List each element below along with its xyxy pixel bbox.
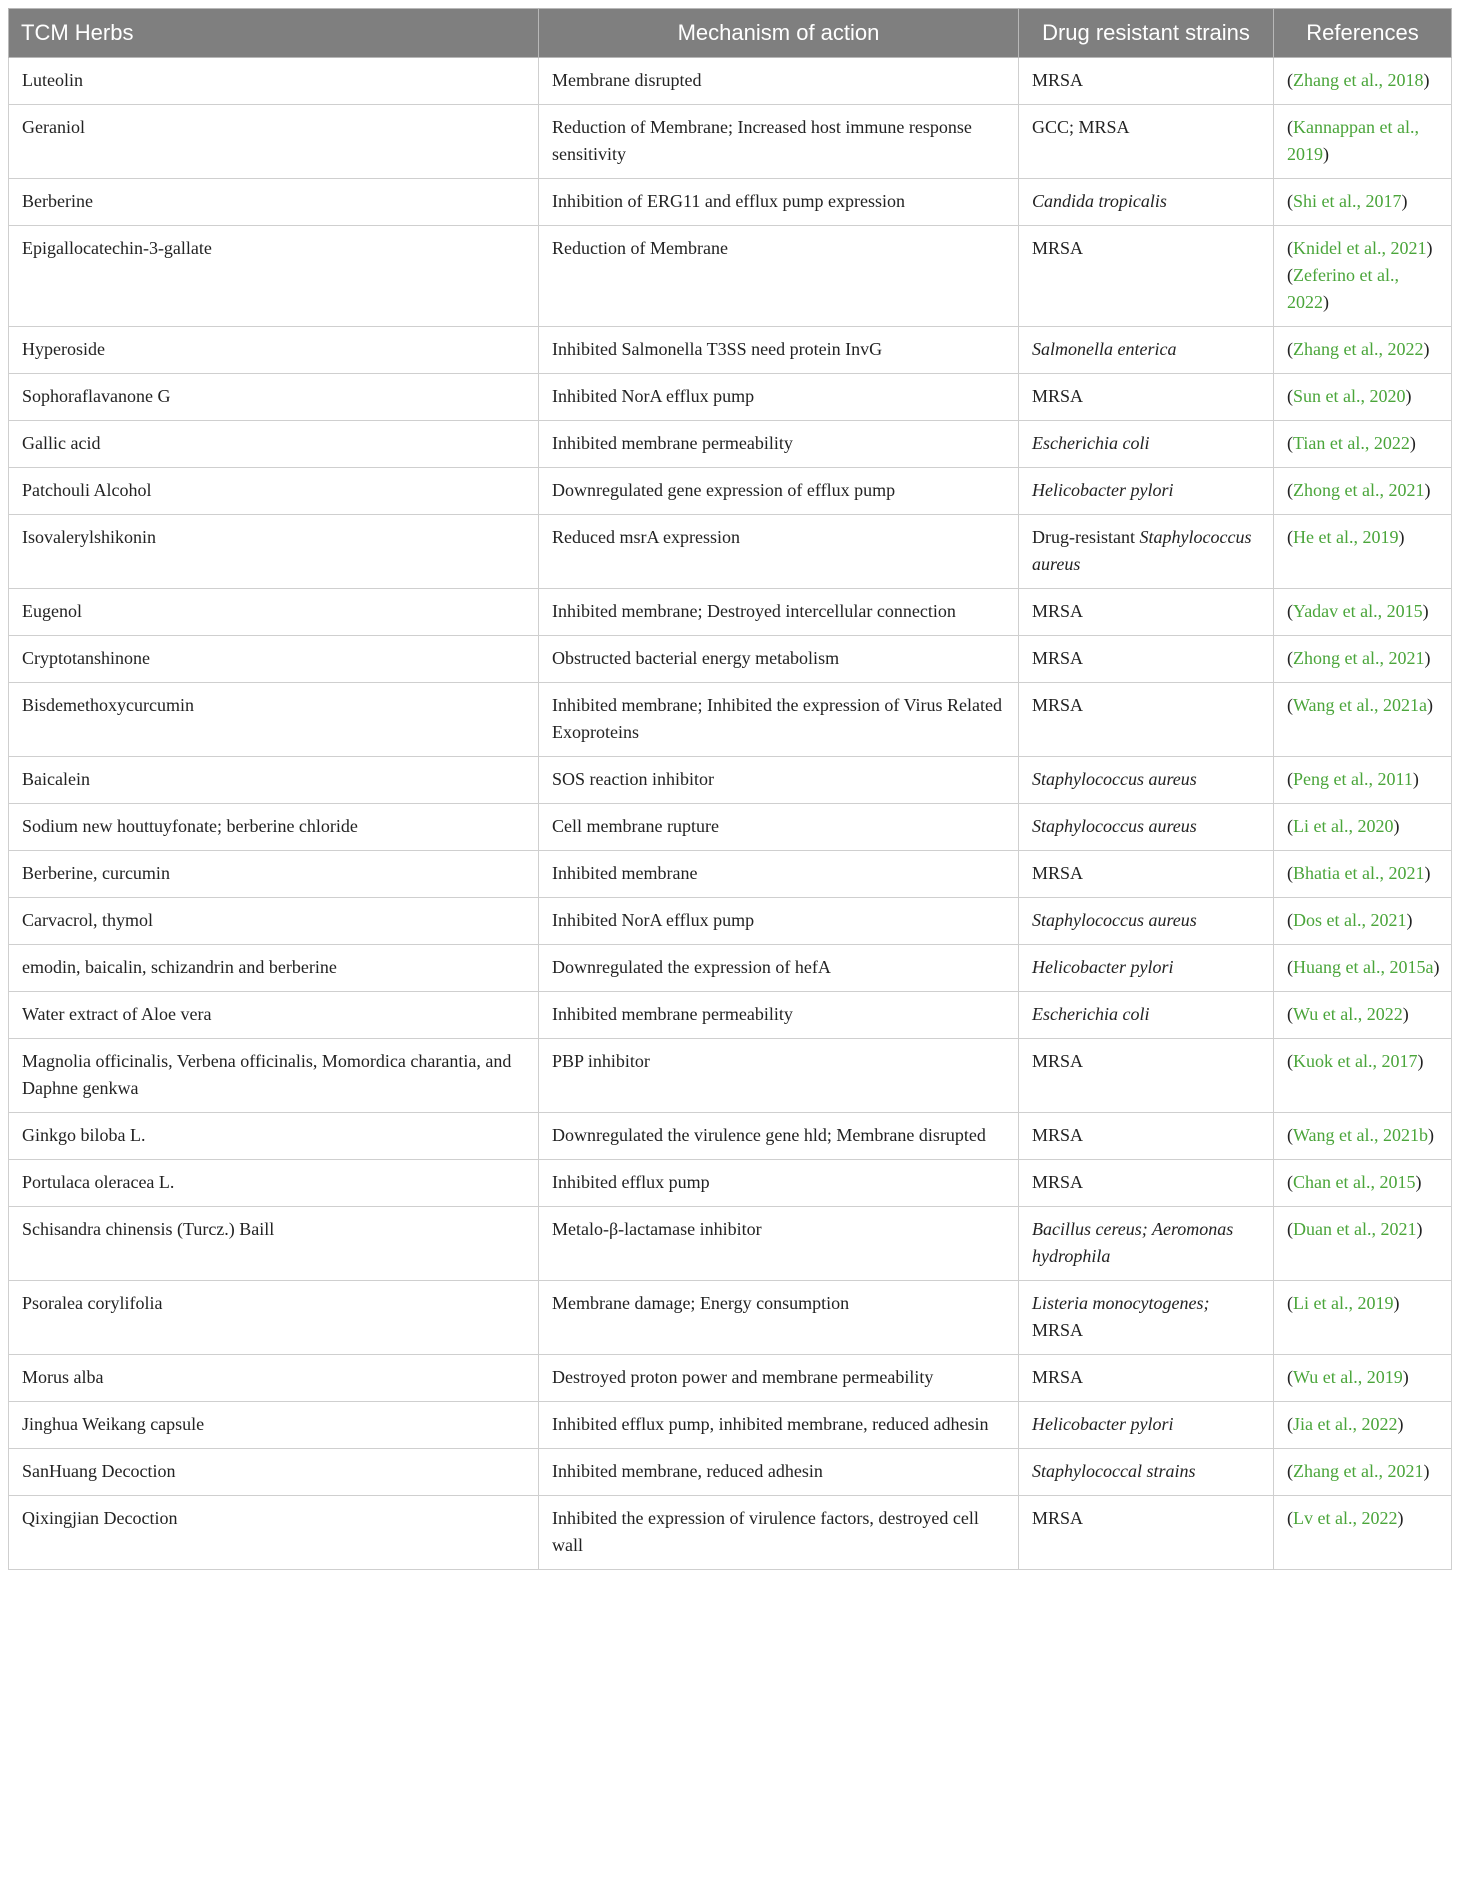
- cell-mechanism: Obstructed bacterial energy metabolism: [539, 636, 1019, 683]
- cell-herb: Gallic acid: [9, 421, 539, 468]
- cell-references: (Zhong et al., 2021): [1274, 468, 1452, 515]
- table-row: [9, 1449, 1452, 1496]
- cell-references: (Chan et al., 2015): [1274, 1160, 1452, 1207]
- citation-link[interactable]: Wu et al., 2022: [1293, 1004, 1403, 1024]
- strain-text: GCC; MRSA: [1032, 117, 1130, 137]
- table-row: [9, 421, 1452, 468]
- citation-link[interactable]: Zhang et al., 2022: [1293, 339, 1424, 359]
- cell-herb: Sodium new houttuyfonate; berberine chloride: [9, 804, 539, 851]
- cell-mechanism: Downregulated the virulence gene hld; Membrane disrupted: [539, 1113, 1019, 1160]
- cell-strains: [1019, 757, 1274, 804]
- citation-link[interactable]: Peng et al., 2011: [1293, 769, 1413, 789]
- citation-link[interactable]: Kuok et al., 2017: [1293, 1051, 1418, 1071]
- cell-references: (Dos et al., 2021): [1274, 898, 1452, 945]
- cell-herb: Cryptotanshinone: [9, 636, 539, 683]
- table-row: [9, 468, 1452, 515]
- citation-link[interactable]: Lv et al., 2022: [1293, 1508, 1398, 1528]
- table-row: [9, 327, 1452, 374]
- strain-text: MRSA: [1032, 863, 1084, 883]
- cell-mechanism: Inhibited NorA efflux pump: [539, 374, 1019, 421]
- cell-mechanism: Inhibited membrane, reduced adhesin: [539, 1449, 1019, 1496]
- header-references: References: [1274, 9, 1452, 58]
- citation-link[interactable]: Yadav et al., 2015: [1293, 601, 1423, 621]
- cell-mechanism: PBP inhibitor: [539, 1039, 1019, 1113]
- cell-strains: [1019, 1113, 1274, 1160]
- cell-mechanism: Inhibited membrane: [539, 851, 1019, 898]
- cell-references: (Wu et al., 2022): [1274, 992, 1452, 1039]
- strain-text: MRSA: [1032, 386, 1084, 406]
- cell-herb: Geraniol: [9, 105, 539, 179]
- citation-link[interactable]: Kannappan et al., 2019: [1287, 117, 1419, 164]
- citation-link[interactable]: Li et al., 2019: [1293, 1293, 1394, 1313]
- cell-mechanism: Inhibited membrane; Inhibited the expression of Virus Related Exoproteins: [539, 683, 1019, 757]
- table-row: [9, 757, 1452, 804]
- cell-references: (Lv et al., 2022): [1274, 1496, 1452, 1570]
- cell-references: (Zhang et al., 2022): [1274, 327, 1452, 374]
- cell-strains: [1019, 1281, 1274, 1355]
- cell-references: (Bhatia et al., 2021): [1274, 851, 1452, 898]
- cell-mechanism: Reduced msrA expression: [539, 515, 1019, 589]
- cell-herb: SanHuang Decoction: [9, 1449, 539, 1496]
- strain-text: Staphylococcus aureus: [1032, 769, 1197, 789]
- cell-references: (Yadav et al., 2015): [1274, 589, 1452, 636]
- citation-link[interactable]: Huang et al., 2015a: [1293, 957, 1434, 977]
- citation-link[interactable]: Jia et al., 2022: [1293, 1414, 1398, 1434]
- cell-herb: Psoralea corylifolia: [9, 1281, 539, 1355]
- cell-strains: [1019, 636, 1274, 683]
- cell-strains: [1019, 1449, 1274, 1496]
- header-drug-resistant-strains: Drug resistant strains: [1019, 9, 1274, 58]
- table-row: [9, 179, 1452, 226]
- citation-link[interactable]: Bhatia et al., 2021: [1293, 863, 1425, 883]
- table-row: [9, 1039, 1452, 1113]
- cell-herb: Portulaca oleracea L.: [9, 1160, 539, 1207]
- table-row: [9, 945, 1452, 992]
- cell-strains: [1019, 179, 1274, 226]
- cell-herb: emodin, baicalin, schizandrin and berberine: [9, 945, 539, 992]
- citation-link[interactable]: Shi et al., 2017: [1293, 191, 1402, 211]
- table-row: [9, 1281, 1452, 1355]
- strain-text: MRSA: [1032, 1125, 1084, 1145]
- table-row: [9, 898, 1452, 945]
- cell-strains: [1019, 226, 1274, 327]
- cell-references: (He et al., 2019): [1274, 515, 1452, 589]
- strain-text: Staphylococcal strains: [1032, 1461, 1196, 1481]
- cell-herb: Schisandra chinensis (Turcz.) Baill: [9, 1207, 539, 1281]
- cell-references: (Huang et al., 2015a): [1274, 945, 1452, 992]
- cell-strains: [1019, 1039, 1274, 1113]
- cell-mechanism: Inhibited membrane permeability: [539, 992, 1019, 1039]
- cell-mechanism: Inhibited membrane; Destroyed intercellular connection: [539, 589, 1019, 636]
- strain-text: MRSA: [1032, 70, 1084, 90]
- cell-references: (Zhang et al., 2018): [1274, 58, 1452, 105]
- strain-text: MRSA: [1032, 1051, 1084, 1071]
- cell-strains: [1019, 1160, 1274, 1207]
- cell-herb: Hyperoside: [9, 327, 539, 374]
- table-row: [9, 58, 1452, 105]
- citation-link[interactable]: Tian et al., 2022: [1293, 433, 1410, 453]
- cell-herb: Magnolia officinalis, Verbena officinalis, Momordica charantia, and Daphne genkwa: [9, 1039, 539, 1113]
- header-row: [9, 9, 1452, 58]
- cell-mechanism: Inhibited efflux pump, inhibited membrane, reduced adhesin: [539, 1402, 1019, 1449]
- cell-mechanism: Downregulated gene expression of efflux pump: [539, 468, 1019, 515]
- cell-references: (Tian et al., 2022): [1274, 421, 1452, 468]
- cell-strains: [1019, 374, 1274, 421]
- strain-text: Listeria monocytogenes;: [1032, 1293, 1210, 1313]
- cell-strains: [1019, 1207, 1274, 1281]
- cell-references: (Wang et al., 2021b): [1274, 1113, 1452, 1160]
- strain-text: MRSA: [1032, 695, 1084, 715]
- cell-mechanism: Inhibited NorA efflux pump: [539, 898, 1019, 945]
- cell-mechanism: Reduction of Membrane: [539, 226, 1019, 327]
- citation-link[interactable]: Zeferino et al., 2022: [1287, 265, 1399, 312]
- cell-strains: [1019, 683, 1274, 757]
- cell-references: (Wu et al., 2019): [1274, 1355, 1452, 1402]
- table-row: [9, 851, 1452, 898]
- cell-references: (Jia et al., 2022): [1274, 1402, 1452, 1449]
- cell-herb: Baicalein: [9, 757, 539, 804]
- header-tcm-herbs: TCM Herbs: [9, 9, 539, 58]
- table-row: [9, 105, 1452, 179]
- citation-link[interactable]: Duan et al., 2021: [1293, 1219, 1417, 1239]
- cell-herb: Morus alba: [9, 1355, 539, 1402]
- cell-herb: Carvacrol, thymol: [9, 898, 539, 945]
- table-row: [9, 804, 1452, 851]
- table-row: [9, 1160, 1452, 1207]
- strain-text: Salmonella enterica: [1032, 339, 1177, 359]
- cell-herb: Ginkgo biloba L.: [9, 1113, 539, 1160]
- citation-link[interactable]: Sun et al., 2020: [1293, 386, 1406, 406]
- table-row: [9, 992, 1452, 1039]
- cell-mechanism: Cell membrane rupture: [539, 804, 1019, 851]
- strain-text: MRSA: [1032, 1172, 1084, 1192]
- table-row: [9, 1207, 1452, 1281]
- citation-link[interactable]: Zhang et al., 2021: [1293, 1461, 1424, 1481]
- cell-strains: [1019, 945, 1274, 992]
- strain-text: MRSA: [1032, 1508, 1084, 1528]
- cell-strains: [1019, 992, 1274, 1039]
- cell-strains: [1019, 898, 1274, 945]
- table-row: [9, 1113, 1452, 1160]
- table-row: [9, 636, 1452, 683]
- cell-references: (Li et al., 2019): [1274, 1281, 1452, 1355]
- cell-references: (Li et al., 2020): [1274, 804, 1452, 851]
- cell-mechanism: Membrane disrupted: [539, 58, 1019, 105]
- table-row: [9, 226, 1452, 327]
- strain-text: Helicobacter pylori: [1032, 480, 1174, 500]
- cell-mechanism: Reduction of Membrane; Increased host immune response sensitivity: [539, 105, 1019, 179]
- cell-strains: [1019, 589, 1274, 636]
- cell-herb: Isovalerylshikonin: [9, 515, 539, 589]
- strain-text: MRSA: [1032, 238, 1084, 258]
- cell-mechanism: Inhibited membrane permeability: [539, 421, 1019, 468]
- citation-link[interactable]: Zhong et al., 2021: [1293, 648, 1425, 668]
- cell-mechanism: Inhibited efflux pump: [539, 1160, 1019, 1207]
- citation-link[interactable]: Knidel et al., 2021: [1293, 238, 1427, 258]
- citation-link[interactable]: Dos et al., 2021: [1293, 910, 1407, 930]
- cell-references: (Wang et al., 2021a): [1274, 683, 1452, 757]
- table-row: [9, 374, 1452, 421]
- strain-text: MRSA: [1032, 1367, 1084, 1387]
- citation-link[interactable]: Zhong et al., 2021: [1293, 480, 1425, 500]
- cell-strains: [1019, 1402, 1274, 1449]
- cell-references: (Sun et al., 2020): [1274, 374, 1452, 421]
- cell-references: (Kannappan et al., 2019): [1274, 105, 1452, 179]
- table-body: [9, 58, 1452, 1570]
- citation-link[interactable]: Chan et al., 2015: [1293, 1172, 1416, 1192]
- strain-text: Staphylococcus aureus: [1032, 910, 1197, 930]
- strain-text: MRSA: [1032, 601, 1084, 621]
- cell-herb: Berberine: [9, 179, 539, 226]
- table-row: [9, 1355, 1452, 1402]
- strain-text: MRSA: [1032, 1320, 1084, 1340]
- cell-herb: Bisdemethoxycurcumin: [9, 683, 539, 757]
- table-row: [9, 683, 1452, 757]
- cell-herb: Sophoraflavanone G: [9, 374, 539, 421]
- cell-mechanism: Inhibited the expression of virulence factors, destroyed cell wall: [539, 1496, 1019, 1570]
- cell-herb: Patchouli Alcohol: [9, 468, 539, 515]
- cell-references: (Peng et al., 2011): [1274, 757, 1452, 804]
- cell-strains: [1019, 804, 1274, 851]
- cell-references: (Zhang et al., 2021): [1274, 1449, 1452, 1496]
- table-row: [9, 1496, 1452, 1570]
- cell-strains: [1019, 515, 1274, 589]
- cell-references: (Shi et al., 2017): [1274, 179, 1452, 226]
- strain-text: Staphylococcus aureus: [1032, 816, 1197, 836]
- strain-text: Bacillus cereus; Aeromonas hydrophila: [1032, 1219, 1234, 1266]
- cell-strains: [1019, 851, 1274, 898]
- table-header: [9, 9, 1452, 58]
- cell-strains: [1019, 1355, 1274, 1402]
- strain-text: MRSA: [1032, 648, 1084, 668]
- strain-text: Escherichia coli: [1032, 1004, 1150, 1024]
- cell-references: (Kuok et al., 2017): [1274, 1039, 1452, 1113]
- cell-strains: [1019, 58, 1274, 105]
- citation-link[interactable]: Wang et al., 2021b: [1293, 1125, 1429, 1145]
- citation-link[interactable]: He et al., 2019: [1293, 527, 1399, 547]
- table-row: [9, 589, 1452, 636]
- tcm-herbs-table: [8, 8, 1452, 1570]
- cell-herb: Eugenol: [9, 589, 539, 636]
- citation-link[interactable]: Li et al., 2020: [1293, 816, 1394, 836]
- citation-link[interactable]: Zhang et al., 2018: [1293, 70, 1424, 90]
- cell-strains: [1019, 421, 1274, 468]
- table-row: [9, 515, 1452, 589]
- cell-references: (Duan et al., 2021): [1274, 1207, 1452, 1281]
- cell-strains: [1019, 468, 1274, 515]
- cell-mechanism: Metalo-β-lactamase inhibitor: [539, 1207, 1019, 1281]
- strain-text: Helicobacter pylori: [1032, 957, 1174, 977]
- cell-mechanism: SOS reaction inhibitor: [539, 757, 1019, 804]
- citation-link[interactable]: Wang et al., 2021a: [1293, 695, 1428, 715]
- header-mechanism: Mechanism of action: [539, 9, 1019, 58]
- cell-strains: [1019, 327, 1274, 374]
- cell-herb: Berberine, curcumin: [9, 851, 539, 898]
- cell-herb: Qixingjian Decoction: [9, 1496, 539, 1570]
- cell-mechanism: Inhibition of ERG11 and efflux pump expression: [539, 179, 1019, 226]
- cell-herb: Epigallocatechin-3-gallate: [9, 226, 539, 327]
- cell-mechanism: Destroyed proton power and membrane permeability: [539, 1355, 1019, 1402]
- cell-strains: [1019, 1496, 1274, 1570]
- cell-herb: Water extract of Aloe vera: [9, 992, 539, 1039]
- strain-text: Drug-resistant: [1032, 527, 1140, 547]
- table-row: [9, 1402, 1452, 1449]
- cell-mechanism: Membrane damage; Energy consumption: [539, 1281, 1019, 1355]
- strain-text: Helicobacter pylori: [1032, 1414, 1174, 1434]
- cell-references: (Knidel et al., 2021) (Zeferino et al., 2022): [1274, 226, 1452, 327]
- cell-strains: [1019, 105, 1274, 179]
- strain-text: Staphylococcus aureus: [1032, 527, 1252, 574]
- cell-mechanism: Downregulated the expression of hefA: [539, 945, 1019, 992]
- cell-mechanism: Inhibited Salmonella T3SS need protein InvG: [539, 327, 1019, 374]
- citation-link[interactable]: Wu et al., 2019: [1293, 1367, 1403, 1387]
- cell-references: (Zhong et al., 2021): [1274, 636, 1452, 683]
- strain-text: Candida tropicalis: [1032, 191, 1167, 211]
- cell-herb: Jinghua Weikang capsule: [9, 1402, 539, 1449]
- cell-herb: Luteolin: [9, 58, 539, 105]
- strain-text: Escherichia coli: [1032, 433, 1150, 453]
